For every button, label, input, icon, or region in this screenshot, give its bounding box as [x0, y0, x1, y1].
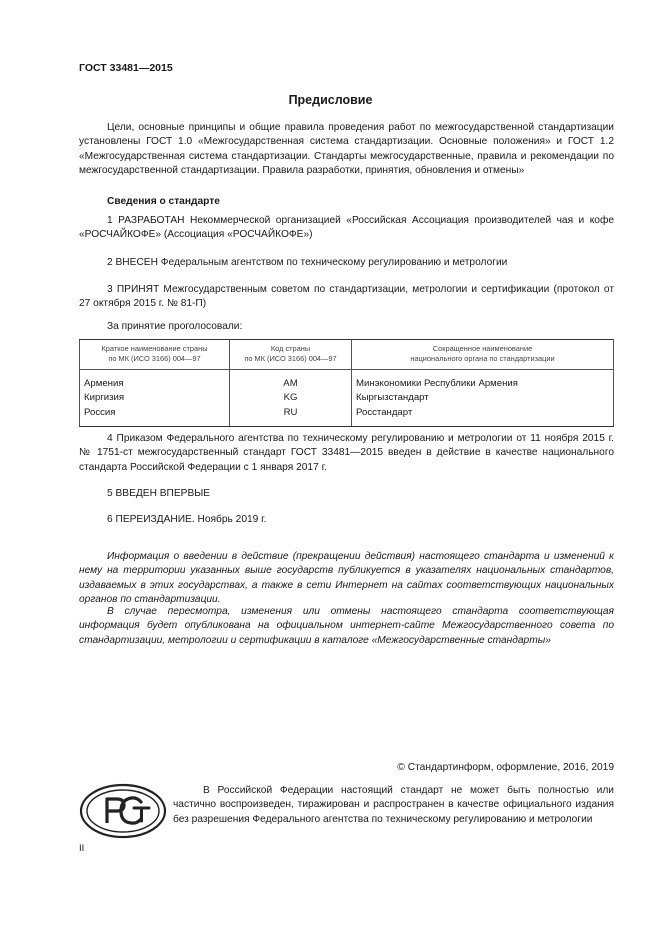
page-title: Предисловие [288, 93, 373, 107]
item-2: 2 ВНЕСЕН Федеральным агентством по техническому регулированию и метрологии [107, 257, 508, 268]
copyright-notice: © Стандартинформ, оформление, 2016, 2019 [397, 762, 614, 773]
table-cell-body: Кыргызстандарт [352, 391, 614, 406]
table-row [80, 370, 614, 391]
item-4: 4 Приказом Федерального агентства по техническому регулированию и метрологии от 11 ноября 2015 г. № 1751-ст межгосударственный стандарт ГОСТ 33481—2015 введен в действие в качестве национального стандарта Российской Федерации с 1 января 2017 г. [79, 433, 614, 473]
table-cell-country: Киргизия [80, 391, 230, 406]
table-header-code: Код страны по МК (ИСО 3166) 004—97 [230, 340, 352, 370]
standard-code: ГОСТ 33481—2015 [79, 62, 173, 74]
voting-table [79, 339, 614, 427]
item-6: 6 ПЕРЕИЗДАНИЕ. Ноябрь 2019 г. [107, 514, 267, 525]
table-cell-country: Россия [80, 405, 230, 426]
table-cell-country: Армения [80, 370, 230, 391]
item-3: 3 ПРИНЯТ Межгосударственным советом по стандартизации, метрологии и сертификации (протокол от 27 октября 2015 г. № 81-П) [79, 284, 614, 310]
item-5: 5 ВВЕДЕН ВПЕРВЫЕ [107, 488, 211, 499]
reproduction-notice: В Российской Федерации настоящий стандарт не может быть полностью или частично воспроизведен, тиражирован и распространен в качестве официального издания без разрешения Федерального агентства по техническому регулированию и метрологии [173, 785, 614, 825]
page-number: II [79, 843, 85, 854]
table-row [80, 405, 614, 426]
table-cell-body: Минэкономики Республики Армения [352, 370, 614, 391]
info-note-1: Информация о введении в действие (прекращении действия) настоящего стандарта и изменений к нему на территории указанных выше государств публикуется в указателях национальных стандартов, издаваемых в этих государствах, а также в сети Интернет на сайтах соответствующих национальных органов по стандартизации. [79, 551, 614, 605]
item-1: 1 РАЗРАБОТАН Некоммерческой организацией «Российская Ассоциация производителей чая и кофе «РОСЧАЙКОФЕ» (Ассоциация «РОСЧАЙКОФЕ») [79, 215, 614, 241]
voted-label: За принятие проголосовали: [107, 321, 243, 332]
table-header-row [80, 340, 614, 370]
table-header-country: Краткое наименование страны по МК (ИСО 3166) 004—97 [80, 340, 230, 370]
table-cell-body: Росстандарт [352, 405, 614, 426]
rst-certification-mark-icon [79, 783, 167, 839]
info-note-2: В случае пересмотра, изменения или отмены настоящего стандарта соответствующая информация будет опубликована на официальном интернет-сайте Межгосударственного совета по стандартизации, метрологии и сертификации в каталоге «Межгосударственные стандарты» [79, 606, 614, 646]
table-cell-code: AM [230, 370, 352, 391]
table-row [80, 391, 614, 406]
table-header-body: Сокращенное наименование национального органа по стандартизации [352, 340, 614, 370]
info-heading: Сведения о стандарте [107, 196, 220, 207]
table-cell-code: RU [230, 405, 352, 426]
intro-paragraph: Цели, основные принципы и общие правила проведения работ по межгосударственной стандартизации установлены ГОСТ 1.0 «Межгосударственная система стандартизации. Основные положения» и ГОСТ 1.2 «Межгосударственная система стандартизации. Стандарты межгосударственные, правила и рекомендации по межгосударственной стандартизации. Правила разработки, принятия, обновления и отмены» [79, 122, 614, 176]
table-cell-code: KG [230, 391, 352, 406]
